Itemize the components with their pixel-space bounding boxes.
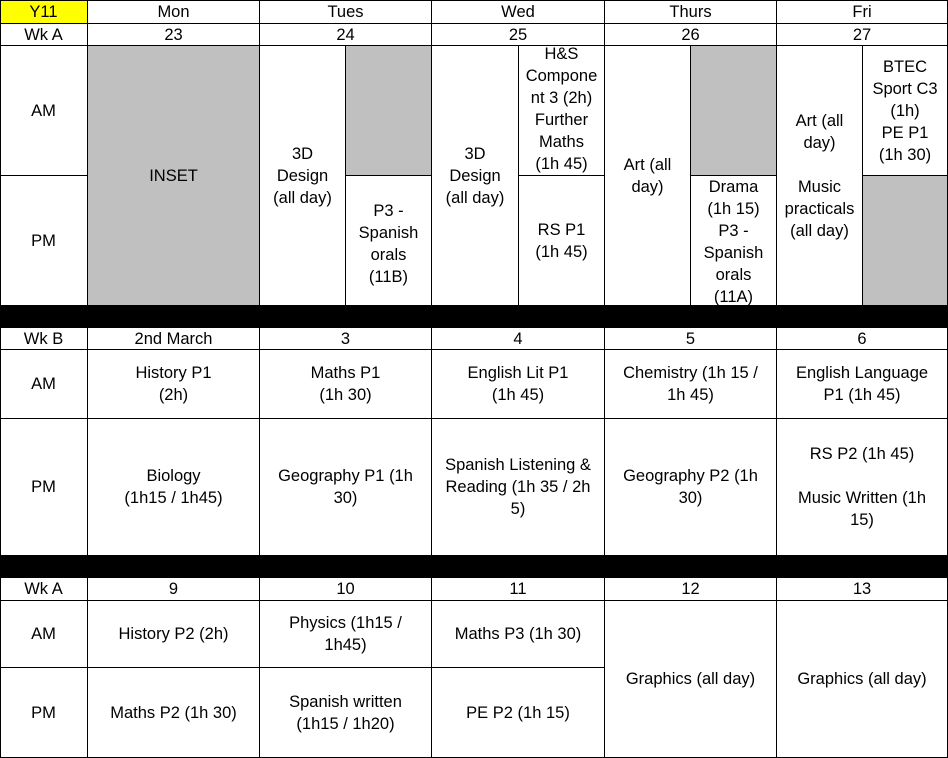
- week1-date-tue: 24: [260, 24, 432, 46]
- week1-wed-am: H&S Compone nt 3 (2h) Further Maths (1h 45): [519, 46, 605, 176]
- week1-tue-pm: P3 - Spanish orals (11B): [346, 176, 432, 306]
- day-header-wed: Wed: [432, 0, 605, 24]
- week2-wed-am: English Lit P1 (1h 45): [432, 350, 605, 419]
- week2-am-label: AM: [0, 350, 88, 419]
- day-header-tue: Tues: [260, 0, 432, 24]
- week3-thu-all-day: Graphics (all day): [605, 601, 777, 758]
- week1-pm-label: PM: [0, 176, 88, 306]
- week2-fri-pm: RS P2 (1h 45) Music Written (1h 15): [777, 419, 948, 556]
- week2-date-wed: 4: [432, 328, 605, 350]
- week2-date-thu: 5: [605, 328, 777, 350]
- day-header-fri: Fri: [777, 0, 948, 24]
- week3-tue-pm: Spanish written (1h15 / 1h20): [260, 668, 432, 758]
- day-header-mon: Mon: [88, 0, 260, 24]
- week1-thu-am-empty: [691, 46, 777, 176]
- week1-thu-pm: Drama (1h 15) P3 - Spanish orals (11A): [691, 176, 777, 306]
- week1-date-thu: 26: [605, 24, 777, 46]
- week1-date-wed: 25: [432, 24, 605, 46]
- week1-date-fri: 27: [777, 24, 948, 46]
- week2-fri-am: English Language P1 (1h 45): [777, 350, 948, 419]
- week-separator-1: [0, 306, 948, 328]
- week2-mon-pm: Biology (1h15 / 1h45): [88, 419, 260, 556]
- week2-thu-am: Chemistry (1h 15 / 1h 45): [605, 350, 777, 419]
- week3-date-thu: 12: [605, 578, 777, 601]
- week1-mon-inset: INSET: [88, 46, 260, 306]
- week3-mon-pm: Maths P2 (1h 30): [88, 668, 260, 758]
- year-label: Y11: [0, 0, 88, 24]
- week1-tue-am-empty: [346, 46, 432, 176]
- week3-date-mon: 9: [88, 578, 260, 601]
- week2-tue-pm: Geography P1 (1h 30): [260, 419, 432, 556]
- week3-am-label: AM: [0, 601, 88, 668]
- week3-fri-all-day: Graphics (all day): [777, 601, 948, 758]
- week3-mon-am: History P2 (2h): [88, 601, 260, 668]
- week-separator-2: [0, 556, 948, 578]
- week3-label: Wk A: [0, 578, 88, 601]
- week1-fri-pm-empty: [863, 176, 948, 306]
- week2-wed-pm: Spanish Listening & Reading (1h 35 / 2h 5): [432, 419, 605, 556]
- week3-pm-label: PM: [0, 668, 88, 758]
- week1-fri-am: BTEC Sport C3 (1h) PE P1 (1h 30): [863, 46, 948, 176]
- week3-tue-am: Physics (1h15 / 1h45): [260, 601, 432, 668]
- week1-label: Wk A: [0, 24, 88, 46]
- week1-fri-all-day: Art (all day) Music practicals (all day): [777, 46, 863, 306]
- week2-date-tue: 3: [260, 328, 432, 350]
- week3-date-wed: 11: [432, 578, 605, 601]
- week1-tue-all-day: 3D Design (all day): [260, 46, 346, 306]
- week2-date-fri: 6: [777, 328, 948, 350]
- week2-mon-am: History P1 (2h): [88, 350, 260, 419]
- week2-tue-am: Maths P1 (1h 30): [260, 350, 432, 419]
- week1-wed-pm: RS P1 (1h 45): [519, 176, 605, 306]
- week1-date-mon: 23: [88, 24, 260, 46]
- week2-thu-pm: Geography P2 (1h 30): [605, 419, 777, 556]
- week1-am-label: AM: [0, 46, 88, 176]
- week3-wed-pm: PE P2 (1h 15): [432, 668, 605, 758]
- week1-wed-all-day: 3D Design (all day): [432, 46, 519, 306]
- week3-wed-am: Maths P3 (1h 30): [432, 601, 605, 668]
- week3-date-fri: 13: [777, 578, 948, 601]
- day-header-thu: Thurs: [605, 0, 777, 24]
- week2-pm-label: PM: [0, 419, 88, 556]
- week1-thu-all-day: Art (all day): [605, 46, 691, 306]
- week3-date-tue: 10: [260, 578, 432, 601]
- week2-label: Wk B: [0, 328, 88, 350]
- week2-date-mon: 2nd March: [88, 328, 260, 350]
